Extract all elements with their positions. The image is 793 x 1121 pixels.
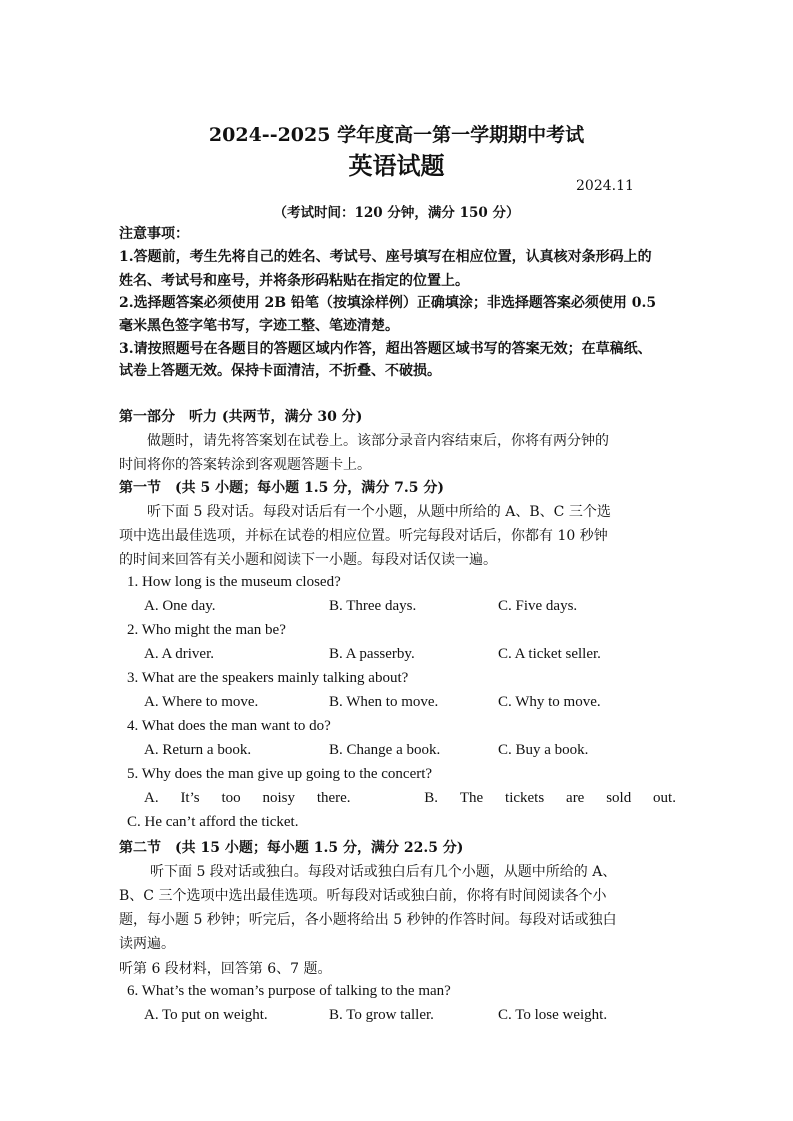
q5-word: B. [424,790,439,806]
option-b: B. Change a book. [329,742,441,758]
question-5-options-ab [144,790,676,807]
question-1: 1. How long is the museum closed? [127,574,341,590]
section1-heading: 第一节 (共 5 小题；每小题 1.5 分，满分 7.5 分) [119,480,444,496]
notes-title: 注意事项： [119,226,189,242]
part1-heading: 第一部分 听力 (共两节，满分 30 分) [119,409,363,425]
q5-word: It’s [180,790,200,806]
exam-time-score: （考试时间：120 分钟，满分 150 分） [273,205,520,221]
question-3: 3. What are the speakers mainly talking about? [127,670,409,686]
notes-line: 姓名、考试号和座号，并将条形码粘贴在指定的位置上。 [119,273,469,289]
question-2: 2. Who might the man be? [127,622,286,638]
q5-spacer [372,790,402,807]
section2-intro-line: 读两遍。 [119,936,175,952]
option-c: C. A ticket seller. [498,646,601,662]
question-6: 6. What’s the woman’s purpose of talking to the man? [127,983,451,999]
notes-line: 试卷上答题无效。保持卡面清洁，不折叠、不破损。 [119,363,441,379]
exam-date: 2024.11 [576,178,634,194]
question-5: 5. Why does the man give up going to the concert? [127,766,433,782]
option-b: B. Three days. [329,598,417,614]
question-4: 4. What does the man want to do? [127,718,331,734]
option-c: C. To lose weight. [498,1007,608,1023]
notes-line: 1.答题前，考生先将自己的姓名、考试号、座号填写在相应位置，认真核对条形码上的 [119,249,652,265]
option-a: A. To put on weight. [144,1007,268,1023]
section1-intro-line: 听下面 5 段对话。每段对话后有一个小题，从题中所给的 A、B、C 三个选 [147,504,611,520]
option-c: C. Five days. [498,598,578,614]
q5-word: out. [653,790,676,806]
section2-intro-line: 题，每小题 5 秒钟；听完后，各小题将给出 5 秒钟的作答时间。每段对话或独白 [119,912,617,928]
option-a: A. Where to move. [144,694,259,710]
section1-intro-line: 项中选出最佳选项，并标在试卷的相应位置。听完每段对话后，你都有 10 秒钟 [119,528,608,544]
option-b: B. A passerby. [329,646,415,662]
q5-word: there. [316,790,351,806]
notes-line: 毫米黑色签字笔书写，字迹工整、笔迹清楚。 [119,318,399,334]
option-c: C. He can’t afford the ticket. [127,814,299,830]
subject-title: 英语试题 [348,151,445,180]
section2-intro-line: 听下面 5 段对话或独白。每段对话或独白后有几个小题，从题中所给的 A、 [150,864,617,880]
q5-word: A. [144,790,159,806]
q5-word: sold [606,790,632,806]
option-c: C. Why to move. [498,694,601,710]
q5-word: noisy [262,790,295,806]
notes-line: 2.选择题答案必须使用 2B 铅笔（按填涂样例）正确填涂；非选择题答案必须使用 0.5 [119,295,657,311]
section2-heading: 第二节 (共 15 小题；每小题 1.5 分，满分 22.5 分) [119,840,464,856]
section1-intro-line: 的时间来回答有关小题和阅读下一小题。每段对话仅读一遍。 [119,552,497,568]
option-c: C. Buy a book. [498,742,589,758]
q5-word: tickets [505,790,545,806]
section2-intro-line: B、C 三个选项中选出最佳选项。听每段对话或独白前，你将有时间阅读各个小 [119,888,607,904]
option-b: B. To grow taller. [329,1007,434,1023]
q5-word: too [221,790,241,806]
option-b: B. When to move. [329,694,439,710]
material-note: 听第 6 段材料，回答第 6、7 题。 [119,961,332,977]
option-a: A. One day. [144,598,216,614]
q5-word: The [459,790,484,806]
part1-intro-line: 时间将你的答案转涂到客观题答题卡上。 [119,457,371,473]
exam-title: 2024--2025 学年度高一第一学期期中考试 [208,124,585,146]
part1-intro-line: 做题时，请先将答案划在试卷上。该部分录音内容结束后，你将有两分钟的 [147,433,609,449]
option-a: A. A driver. [144,646,214,662]
q5-word: are [566,790,585,806]
notes-line: 3.请按照题号在各题目的答题区域内作答，超出答题区域书写的答案无效；在草稿纸、 [119,341,652,357]
option-a: A. Return a book. [144,742,252,758]
